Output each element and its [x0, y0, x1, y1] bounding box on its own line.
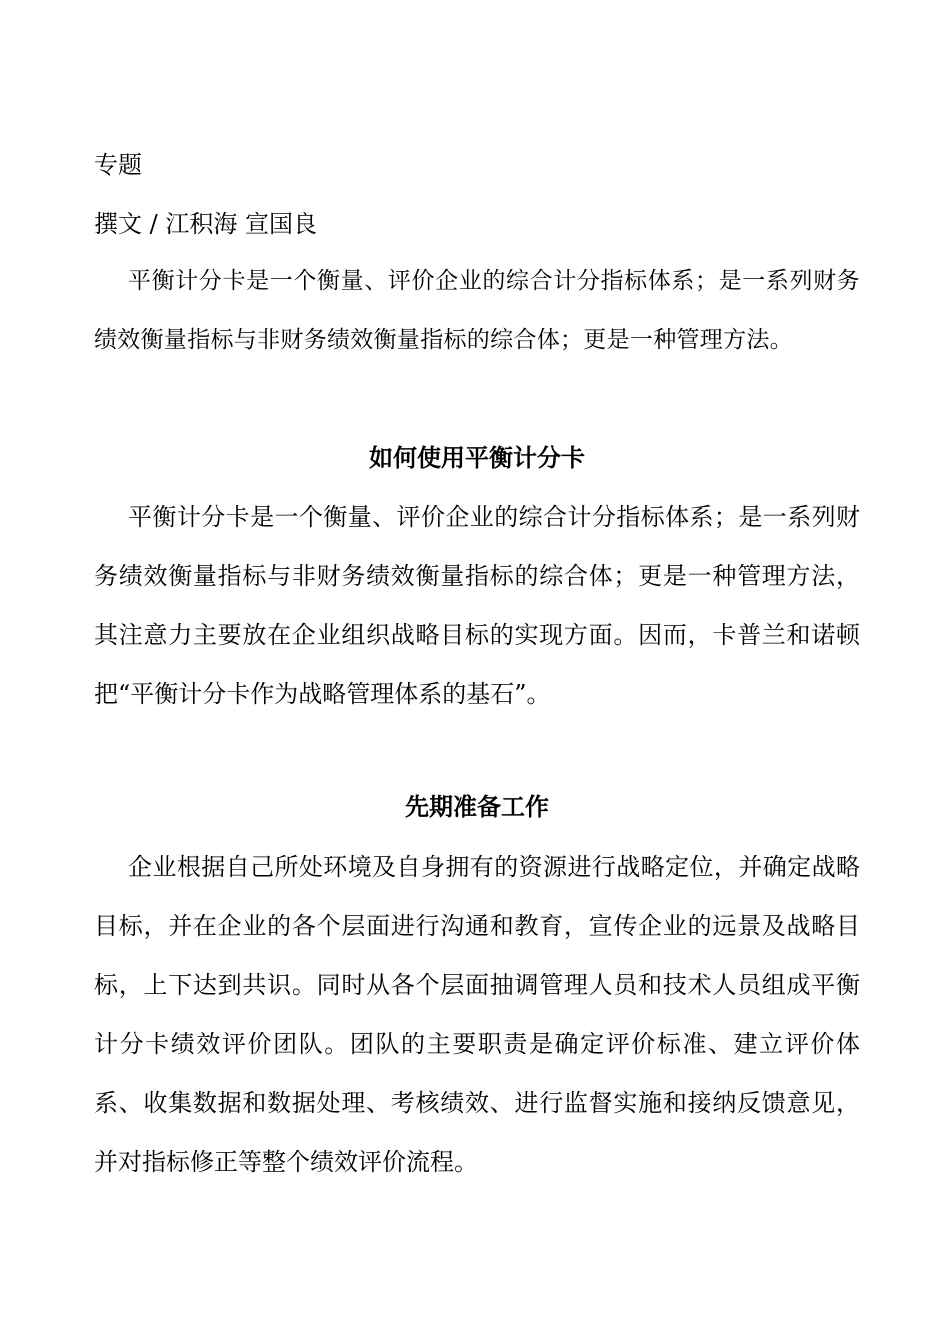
topic-label: 专题	[94, 151, 142, 179]
section-paragraph-how-to-use: 平衡计分卡是一个衡量、评价企业的综合计分指标体系；是一系列财务绩效衡量指标与非财务绩效衡量指标的综合体；更是一种管理方法，其注意力主要放在企业组织战略目标的实现方面。因而，卡普兰和诺顿把“平衡计分卡作为战略管理体系的基石”。	[94, 503, 860, 708]
section-paragraph-preparation: 企业根据自己所处环境及自身拥有的资源进行战略定位，并确定战略目标，并在企业的各个层面进行沟通和教育，宣传企业的远景及战略目标，上下达到共识。同时从各个层面抽调管理人员和技术人员组成平衡计分卡绩效评价团队。团队的主要职责是确定评价标准、建立评价体系、收集数据和数据处理、考核绩效、进行监督实施和接纳反馈意见，并对指标修正等整个绩效评价流程。	[94, 853, 860, 1176]
section-title-preparation: 先期准备工作	[405, 792, 549, 821]
section-title-how-to-use: 如何使用平衡计分卡	[369, 443, 585, 472]
byline: 撰文 / 江积海 宣国良	[94, 210, 317, 238]
intro-paragraph: 平衡计分卡是一个衡量、评价企业的综合计分指标体系；是一系列财务绩效衡量指标与非财务绩效衡量指标的综合体；更是一种管理方法。	[94, 268, 860, 353]
